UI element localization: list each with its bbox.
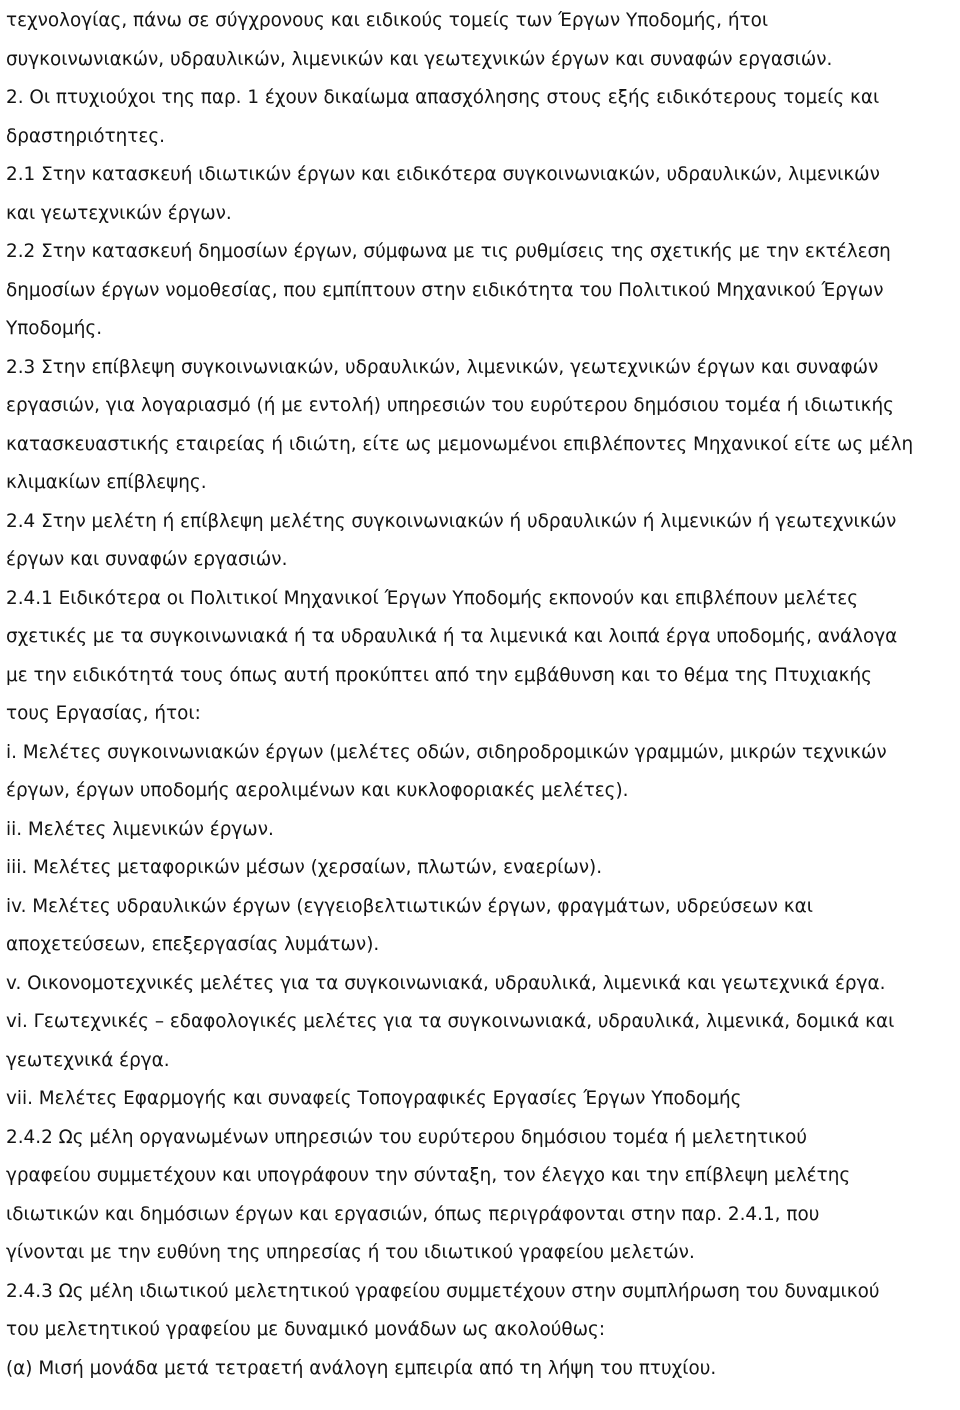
list-item-vi xyxy=(6,1003,958,1080)
list-item-v xyxy=(6,965,958,1004)
text-line: γραφείου συμμετέχουν και υπογράφουν την σύνταξη, τον έλεγχο και την επίβλεψη μελέτης xyxy=(6,1165,851,1186)
text-line: αποχετεύσεων, επεξεργασίας λυμάτων). xyxy=(6,934,380,955)
text-line: έργων, έργων υποδομής αερολιμένων και κυκλοφοριακές μελέτες). xyxy=(6,780,629,801)
text-line: γεωτεχνικά έργα. xyxy=(6,1049,170,1071)
text-line: Υποδομής. xyxy=(6,318,103,339)
text-line: vi. Γεωτεχνικές – εδαφολογικές μελέτες για τα συγκοινωνιακά, υδραυλικά, λιμενικά, δομικά και xyxy=(6,1011,895,1032)
text-line: 2.1 Στην κατασκευή ιδιωτικών έργων και ειδικότερα συγκοινωνιακών, υδραυλικών, λιμενικών xyxy=(6,164,880,185)
list-item-a xyxy=(6,1350,958,1389)
text-line: 2.4.2 Ως μέλη οργανωμένων υπηρεσιών του ευρύτερου δημόσιου τομέα ή μελετητικού xyxy=(6,1126,808,1148)
text-line: έργων και συναφών εργασιών. xyxy=(6,549,288,570)
text-line: 2.3 Στην επίβλεψη συγκοινωνιακών, υδραυλικών, λιμενικών, γεωτεχνικών έργων και συναφών xyxy=(6,356,879,378)
text-line: τους Εργασίας, ήτοι: xyxy=(6,703,201,724)
text-line: v. Οικονομοτεχνικές μελέτες για τα συγκοινωνιακά, υδραυλικά, λιμενικά και γεωτεχνικά έργα. xyxy=(6,972,886,994)
paragraph-section-2-1 xyxy=(6,156,958,233)
text-line: 2.4.1 Ειδικότερα οι Πολιτικοί Μηχανικοί Έργων Υποδομής εκπονούν και επιβλέπουν μελέτες xyxy=(6,587,859,609)
text-line: 2.4.3 Ως μέλη ιδιωτικού μελετητικού γραφείου συμμετέχουν στην συμπλήρωση του δυναμικού xyxy=(6,1280,880,1302)
list-item-iv xyxy=(6,888,958,965)
paragraph-section-2-4-1 xyxy=(6,580,958,734)
list-item-vii xyxy=(6,1080,958,1119)
list-item-iii xyxy=(6,849,958,888)
text-line: ii. Μελέτες λιμενικών έργων. xyxy=(6,818,274,840)
text-line: του μελετητικού γραφείου με δυναμικό μονάδων ως ακολούθως: xyxy=(6,1319,606,1340)
paragraph-section-2-4-2 xyxy=(6,1119,958,1273)
paragraph-section-2-3 xyxy=(6,349,958,503)
text-line: και γεωτεχνικών έργων. xyxy=(6,202,232,224)
text-line: i. Μελέτες συγκοινωνιακών έργων (μελέτες οδών, σιδηροδρομικών γραμμών, μικρών τεχνικών xyxy=(6,741,887,763)
text-line: ιδιωτικών και δημόσιων έργων και εργασιών, όπως περιγράφονται στην παρ. 2.4.1, που xyxy=(6,1203,820,1225)
text-line: δημοσίων έργων νομοθεσίας, που εμπίπτουν στην ειδικότητα του Πολιτικού Μηχανικού Έργων xyxy=(6,279,884,301)
text-line: vii. Μελέτες Εφαρμογής και συναφείς Τοπογραφικές Εργασίες Έργων Υποδομής xyxy=(6,1088,742,1109)
text-line: κλιμακίων επίβλεψης. xyxy=(6,472,207,493)
text-line: 2.4 Στην μελέτη ή επίβλεψη μελέτης συγκοινωνιακών ή υδραυλικών ή λιμενικών ή γεωτεχνικών xyxy=(6,510,897,532)
list-item-i xyxy=(6,734,958,811)
text-line: κατασκευαστικής εταιρείας ή ιδιώτη, είτε ως μεμονωμένοι επιβλέποντες Μηχανικοί είτε ως μέλη xyxy=(6,433,914,455)
paragraph-section-2 xyxy=(6,79,958,156)
text-line: iii. Μελέτες μεταφορικών μέσων (χερσαίων, πλωτών, εναερίων). xyxy=(6,857,603,878)
paragraph-intro-continuation xyxy=(6,2,958,79)
text-line: γίνονται με την ευθύνη της υπηρεσίας ή του ιδιωτικού γραφείου μελετών. xyxy=(6,1242,695,1263)
paragraph-section-2-4-3 xyxy=(6,1273,958,1350)
text-line: τεχνολογίας, πάνω σε σύγχρονους και ειδικούς τομείς των Έργων Υποδομής, ήτοι xyxy=(6,10,769,31)
document-page xyxy=(6,2,958,1388)
paragraph-section-2-2 xyxy=(6,233,958,349)
text-line: δραστηριότητες. xyxy=(6,125,165,147)
text-line: 2. Οι πτυχιούχοι της παρ. 1 έχουν δικαίωμα απασχόλησης στους εξής ειδικότερους τομείς και xyxy=(6,87,880,108)
paragraph-section-2-4 xyxy=(6,503,958,580)
list-item-ii xyxy=(6,811,958,850)
text-line: (α) Μισή μονάδα μετά τετραετή ανάλογη εμπειρία από τη λήψη του πτυχίου. xyxy=(6,1357,717,1379)
text-line: 2.2 Στην κατασκευή δημοσίων έργων, σύμφωνα με τις ρυθμίσεις της σχετικής με την εκτέλεση xyxy=(6,241,891,262)
text-line: εργασιών, για λογαριασμό (ή με εντολή) υπηρεσιών του ευρύτερου δημόσιου τομέα ή ιδιωτικής xyxy=(6,395,894,416)
text-line: iv. Μελέτες υδραυλικών έργων (εγγειοβελτιωτικών έργων, φραγμάτων, υδρεύσεων και xyxy=(6,895,813,917)
text-line: με την ειδικότητά τους όπως αυτή προκύπτει από την εμβάθυνση και το θέμα της Πτυχιακής xyxy=(6,664,872,686)
text-line: συγκοινωνιακών, υδραυλικών, λιμενικών και γεωτεχνικών έργων και συναφών εργασιών. xyxy=(6,48,833,70)
text-line: σχετικές με τα συγκοινωνιακά ή τα υδραυλικά ή τα λιμενικά και λοιπά έργα υποδομής, ανάλογα xyxy=(6,626,898,647)
